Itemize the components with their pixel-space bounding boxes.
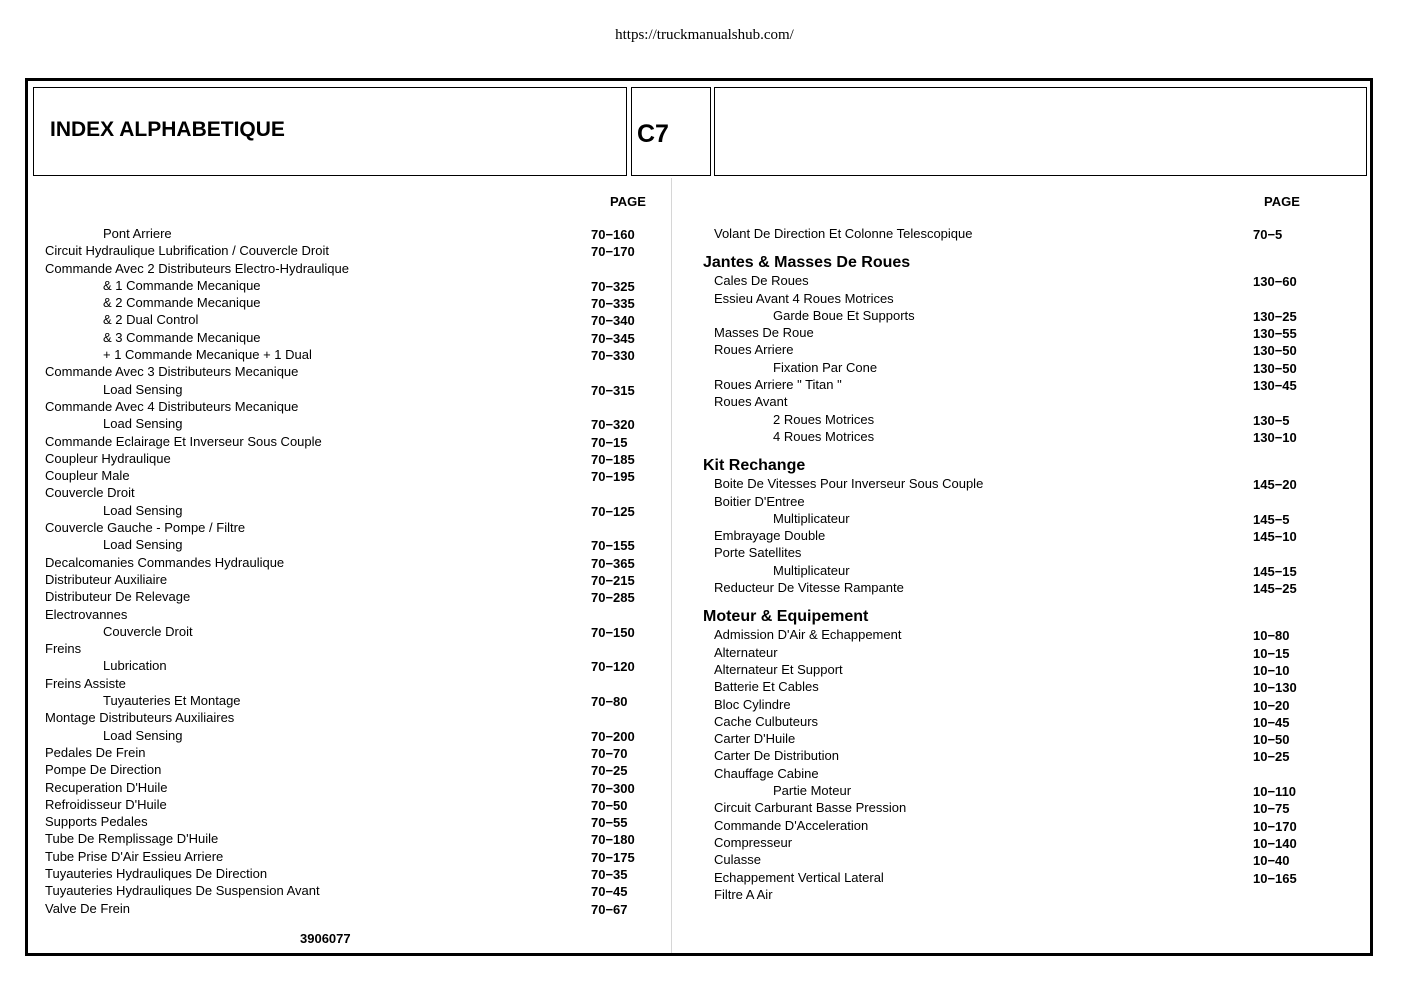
entry-page-number: 10−50 [1253,732,1290,748]
entry-label: 2 Roues Motrices [773,411,875,427]
entry-page-number: 130−55 [1253,326,1297,342]
index-entry [45,294,665,311]
index-entry [703,428,1343,445]
index-entry [45,484,665,501]
entry-page-number: 70−50 [591,797,628,813]
entry-label: Coupleur Hydraulique [45,450,171,466]
entry-page-number: 145−5 [1253,511,1290,527]
entry-page-number: 70−155 [591,538,635,554]
index-entry [703,544,1343,561]
index-entry [45,865,665,882]
entry-label: Commande Eclairage Et Inverseur Sous Couple [45,433,322,449]
index-entry [703,510,1343,527]
entry-page-number: 70−150 [591,624,635,640]
index-entry [703,290,1343,307]
entry-page-number: 70−5 [1253,227,1283,242]
index-entry [45,779,665,796]
header-blank-box [714,87,1367,176]
index-entry [703,730,1343,747]
document-number: 3906077 [300,931,351,946]
entry-page-number: 70−335 [591,296,635,312]
entry-label: Boite De Vitesses Pour Inverseur Sous Couple [714,476,984,492]
index-entry [703,411,1343,428]
entry-label: & 3 Commande Mecanique [103,329,261,345]
entry-page-number: 145−20 [1253,477,1297,493]
entry-label: Decalcomanies Commandes Hydraulique [45,554,285,570]
entry-label: Pedales De Frein [45,744,146,760]
entry-label: Load Sensing [103,416,183,432]
index-category [703,452,1343,475]
entry-page-number: 70−300 [591,780,635,796]
entry-label: Essieu Avant 4 Roues Motrices [714,290,894,306]
entry-label: Alternateur [714,644,778,660]
entry-page-number: 145−10 [1253,529,1297,545]
index-entry [703,341,1343,358]
index-entry [45,346,665,363]
index-category [703,603,1343,626]
left-column [45,192,665,917]
entry-label: Fixation Par Cone [773,359,878,375]
entry-label: Electrovannes [45,606,128,622]
index-entry [45,727,665,744]
entry-label: Porte Satellites [714,545,802,561]
index-entry [45,606,665,623]
entry-page-number: 70−365 [591,555,635,571]
index-entry [703,869,1343,886]
section-code-box [631,87,711,176]
index-entry [703,475,1343,492]
index-entry [703,799,1343,816]
entry-label: 4 Roues Motrices [773,428,875,444]
entry-label: Distributeur De Relevage [45,589,191,605]
entry-label: Boitier D'Entree [714,493,805,509]
index-entry [703,579,1343,596]
index-entry [45,519,665,536]
entry-page-number: 70−160 [591,227,635,242]
index-entry [703,307,1343,324]
index-entry [703,696,1343,713]
index-entry [45,900,665,917]
entry-page-number: 70−200 [591,728,635,744]
index-entry [45,242,665,259]
entry-page-number: 70−45 [591,884,628,900]
index-entry [45,882,665,899]
entry-label: Couvercle Droit [45,485,135,501]
index-entry [45,640,665,657]
entry-label: Refroidisseur D'Huile [45,796,167,812]
index-entry [703,851,1343,868]
entry-label: Tuyauteries Hydrauliques De Direction [45,865,268,881]
index-entry [703,527,1343,544]
entry-label: Load Sensing [103,727,183,743]
entry-page-number: 10−170 [1253,818,1297,834]
page-title: INDEX ALPHABETIQUE [50,118,285,141]
entry-page-number: 10−25 [1253,749,1290,765]
index-entry [45,830,665,847]
entry-label: Reducteur De Vitesse Rampante [714,580,904,596]
index-entry [45,363,665,380]
entry-label: & 1 Commande Mecanique [103,277,261,293]
entry-label: Pompe De Direction [45,762,162,778]
index-entry [45,813,665,830]
index-entry [45,260,665,277]
index-entry [45,536,665,553]
page-column-label: PAGE [610,194,646,209]
entry-page-number: 130−25 [1253,308,1297,324]
index-entry [45,277,665,294]
entry-page-number: 70−180 [591,832,635,848]
entry-label: & 2 Dual Control [103,312,199,328]
entry-page-number: 130−5 [1253,412,1290,428]
index-entry [45,433,665,450]
entry-label: Roues Arriere [714,342,794,358]
entry-label: Montage Distributeurs Auxiliaires [45,710,235,726]
entry-label: Embrayage Double [714,528,826,544]
entry-page-number: 145−15 [1253,563,1297,579]
entry-page-number: 10−80 [1253,628,1290,644]
entry-label: Partie Moteur [773,783,852,799]
index-entry [45,744,665,761]
index-entry [703,747,1343,764]
entry-label: Load Sensing [103,381,183,397]
index-entry [45,623,665,640]
index-entry [703,765,1343,782]
entry-label: Commande D'Acceleration [714,817,869,833]
index-entry [45,502,665,519]
index-entry [703,678,1343,695]
entry-label: Carter De Distribution [714,748,839,764]
index-entry [45,398,665,415]
index-entry [45,467,665,484]
entry-label: Echappement Vertical Lateral [714,869,884,885]
entry-page-number: 70−315 [591,382,635,398]
entry-label: Freins [45,641,82,657]
index-entry [45,796,665,813]
entry-label: Couvercle Gauche - Pompe / Filtre [45,520,246,536]
entry-page-number: 10−140 [1253,835,1297,851]
index-entry [703,359,1343,376]
entry-page-number: 70−175 [591,849,635,865]
index-entry [45,761,665,778]
entry-page-number: 10−10 [1253,662,1290,678]
entry-page-number: 70−325 [591,278,635,294]
entry-label: Lubrication [103,658,167,674]
entry-page-number: 70−170 [591,244,635,260]
entry-label: Cache Culbuteurs [714,713,819,729]
entry-label: Admission D'Air & Echappement [714,627,902,643]
entry-label: Recuperation D'Huile [45,779,168,795]
entry-label: & 2 Commande Mecanique [103,295,261,311]
index-entry [703,626,1343,643]
entry-page-number: 70−15 [591,434,628,450]
entry-page-number: 10−40 [1253,853,1290,869]
entry-label: Commande Avec 4 Distributeurs Mecanique [45,398,299,414]
source-url[interactable]: https://truckmanualshub.com/ [615,27,794,43]
index-entry [703,324,1343,341]
page-column-header [703,192,1343,225]
column-divider [671,178,672,953]
entry-label: Chauffage Cabine [714,765,819,781]
entry-page-number: 130−45 [1253,378,1297,394]
entry-label: Garde Boue Et Supports [773,307,915,323]
entry-label: Bloc Cylindre [714,696,791,712]
entry-label: Pont Arriere [103,226,172,241]
entry-page-number: 70−185 [591,451,635,467]
entry-page-number: 70−80 [591,694,628,710]
index-entry [703,713,1343,730]
entry-label: Culasse [714,852,761,868]
index-entry [45,571,665,588]
entry-label: + 1 Commande Mecanique + 1 Dual [103,347,312,363]
entry-label: Roues Avant [714,394,788,410]
entry-label: Roues Arriere " Titan " [714,377,842,393]
index-entry [703,782,1343,799]
entry-label: Alternateur Et Support [714,661,843,677]
entry-label: Circuit Carburant Basse Pression [714,800,907,816]
entry-label: Coupleur Male [45,468,130,484]
entry-label: Cales De Roues [714,273,809,289]
entry-page-number: 130−50 [1253,343,1297,359]
entry-page-number: 70−215 [591,572,635,588]
index-category [703,249,1343,272]
entry-page-number: 10−130 [1253,680,1297,696]
category-heading: Kit Rechange [703,457,806,475]
entry-label: Masses De Roue [714,325,814,341]
entry-page-number: 70−25 [591,763,628,779]
index-entry [45,657,665,674]
entry-page-number: 130−60 [1253,274,1297,290]
entry-label: Filtre A Air [714,886,773,902]
entry-label: Batterie Et Cables [714,679,819,695]
index-entry [703,225,1343,242]
index-entry [45,675,665,692]
entry-page-number: 10−110 [1253,784,1297,800]
entry-page-number: 10−165 [1253,870,1297,886]
entry-label: Valve De Frein [45,900,131,916]
entry-label: Volant De Direction Et Colonne Telescopique [714,226,973,241]
entry-page-number: 145−25 [1253,581,1297,597]
entry-page-number: 70−120 [591,659,635,675]
entry-page-number: 70−195 [591,469,635,485]
entry-label: Tube De Remplissage D'Huile [45,831,219,847]
index-entry [45,450,665,467]
entry-page-number: 70−35 [591,866,628,882]
page-frame [25,78,1373,956]
entry-label: Carter D'Huile [714,731,796,747]
index-entry [45,588,665,605]
index-entry [45,311,665,328]
entry-page-number: 70−330 [591,348,635,364]
index-entry [45,329,665,346]
index-entry [703,393,1343,410]
entry-label: Multiplicateur [773,510,850,526]
category-heading: Jantes & Masses De Roues [703,254,911,272]
entry-page-number: 10−45 [1253,714,1290,730]
entry-label: Load Sensing [103,537,183,553]
entry-label: Tube Prise D'Air Essieu Arriere [45,848,224,864]
title-box [33,87,627,176]
entry-label: Tuyauteries Hydrauliques De Suspension Avant [45,883,320,899]
index-entry [45,848,665,865]
page-column-header [45,192,665,225]
index-entry [45,692,665,709]
entry-label: Load Sensing [103,502,183,518]
entry-label: Compresseur [714,834,793,850]
index-entry [703,817,1343,834]
index-entry [703,562,1343,579]
entry-page-number: 70−67 [591,901,628,917]
entry-page-number: 70−320 [591,417,635,433]
index-entry [45,554,665,571]
entry-page-number: 130−10 [1253,429,1297,445]
entry-page-number: 70−345 [591,330,635,346]
page-column-label: PAGE [1264,194,1300,209]
entry-page-number: 10−15 [1253,645,1290,661]
entry-label: Freins Assiste [45,675,126,691]
entry-label: Distributeur Auxiliaire [45,571,168,587]
entry-label: Circuit Hydraulique Lubrification / Couvercle Droit [45,243,329,259]
index-list-left [45,225,665,917]
entry-label: Supports Pedales [45,814,148,830]
entry-label: Tuyauteries Et Montage [103,693,241,709]
index-entry [45,415,665,432]
index-entry [703,886,1343,903]
index-entry [703,272,1343,289]
entry-label: Couvercle Droit [103,623,193,639]
entry-page-number: 70−55 [591,815,628,831]
entry-page-number: 70−125 [591,503,635,519]
index-entry [703,493,1343,510]
entry-page-number: 70−340 [591,313,635,329]
index-list-right [703,225,1343,903]
entry-label: Multiplicateur [773,562,850,578]
entry-label: Commande Avec 3 Distributeurs Mecanique [45,364,299,380]
entry-page-number: 10−20 [1253,697,1290,713]
index-entry [703,644,1343,661]
category-heading: Moteur & Equipement [703,608,869,626]
index-entry [703,376,1343,393]
section-code: C7 [637,120,669,148]
right-column [703,192,1343,903]
entry-page-number: 10−75 [1253,801,1290,817]
entry-page-number: 70−70 [591,745,628,761]
index-entry [703,661,1343,678]
entry-page-number: 130−50 [1253,360,1297,376]
index-entry [45,381,665,398]
index-entry [45,709,665,726]
index-entry [703,834,1343,851]
entry-label: Commande Avec 2 Distributeurs Electro-Hydraulique [45,260,349,276]
entry-page-number: 70−285 [591,590,635,606]
index-entry [45,225,665,242]
